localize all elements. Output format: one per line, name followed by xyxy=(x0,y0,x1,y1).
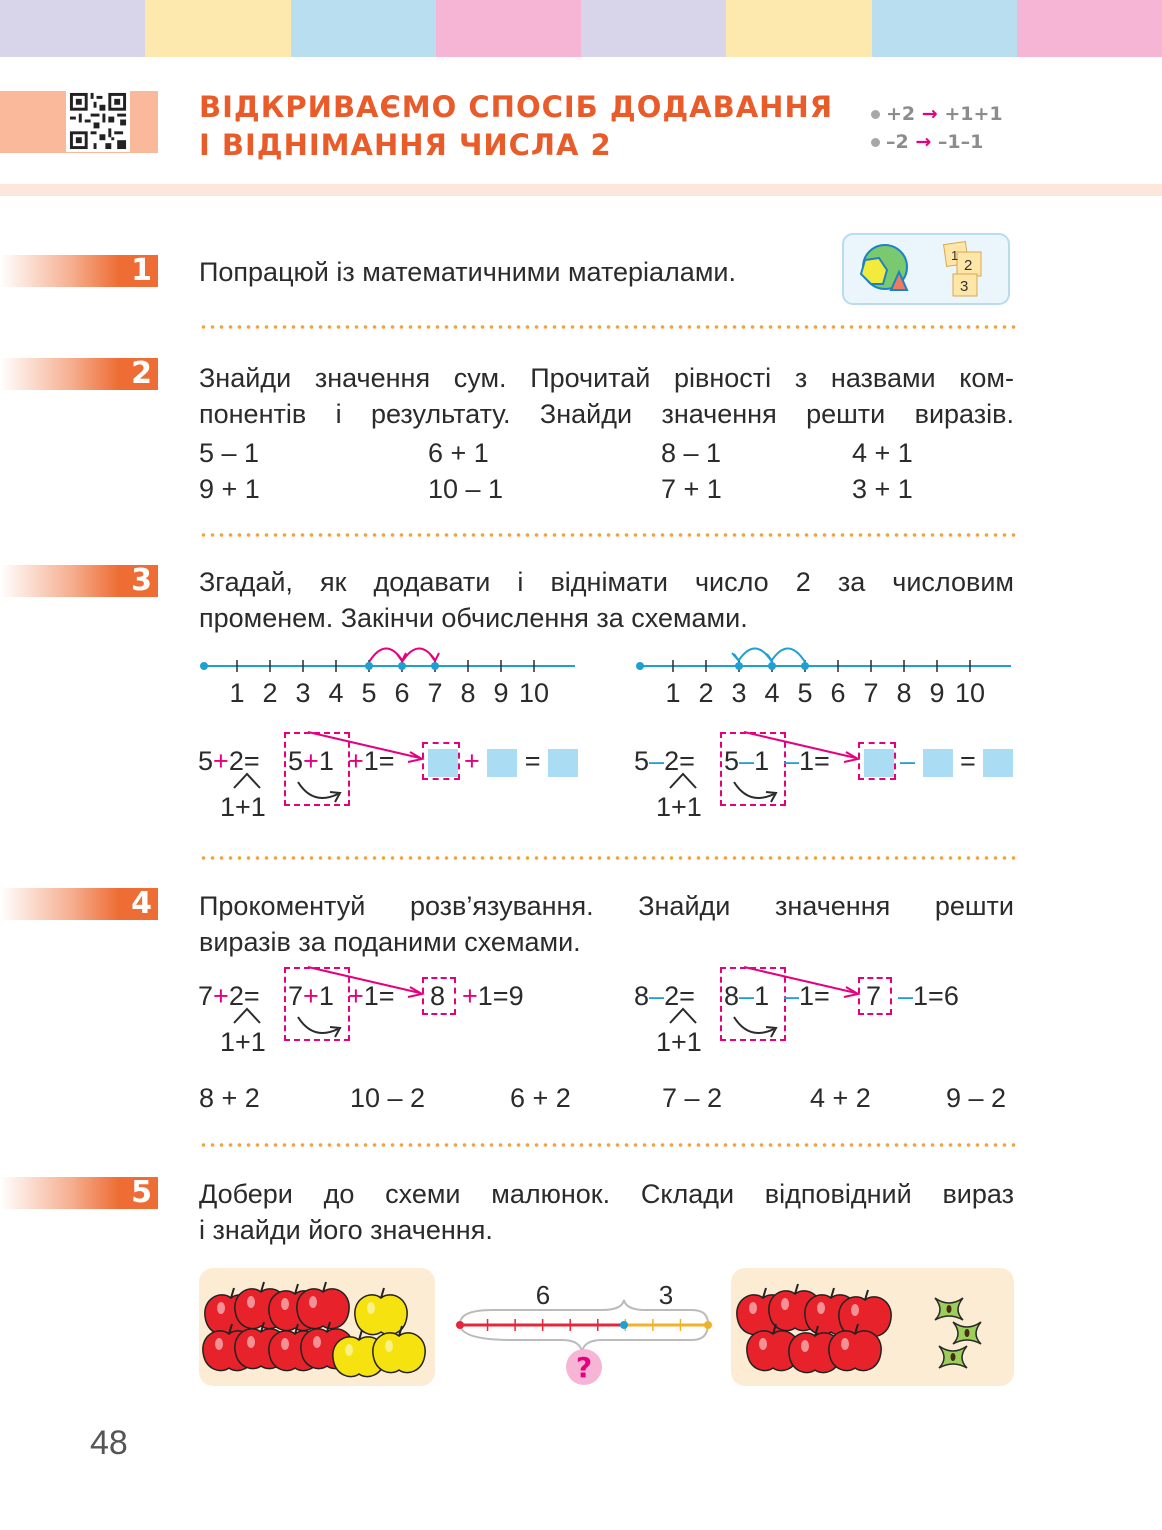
header-divider xyxy=(0,184,1162,196)
expression: 3 + 1 xyxy=(852,474,913,504)
task-number-4: 4 xyxy=(0,888,158,920)
tick-label: 6 xyxy=(830,678,846,708)
task-number-2: 2 xyxy=(0,358,158,390)
tick-label: 2 xyxy=(698,678,714,708)
bar-scheme xyxy=(452,1272,714,1390)
expression: 9 – 2 xyxy=(946,1083,1007,1113)
tick-label: 8 xyxy=(896,678,912,708)
rule-sub: –2 → –1–1 xyxy=(871,131,983,153)
colorbar-segment xyxy=(1017,0,1162,57)
colorbar-segment xyxy=(726,0,871,57)
task-5-line-1: Добери до схеми малюнок. Склади відповідний вираз xyxy=(199,1179,1014,1209)
tick-label: 2 xyxy=(262,678,278,708)
task-number-5: 5 xyxy=(0,1177,158,1209)
tick-label: 3 xyxy=(731,678,747,708)
task-4-line-2: виразів за поданими схемами. xyxy=(199,927,581,957)
task-5-line-2: і знайди його значення. xyxy=(199,1215,493,1245)
tick-label: 4 xyxy=(328,678,344,708)
picture-apples-and-cores[interactable] xyxy=(731,1268,1014,1386)
tick-label: 9 xyxy=(929,678,945,708)
expression: 4 + 2 xyxy=(810,1083,871,1113)
yellow-apple-icon xyxy=(355,1288,407,1335)
section-divider xyxy=(199,325,1016,329)
colorbar-segment xyxy=(0,0,145,57)
bullet-icon xyxy=(871,138,880,147)
colorbar-segment xyxy=(291,0,436,57)
bullet-icon xyxy=(871,110,880,119)
tick-label: 6 xyxy=(394,678,410,708)
svg-text:2: 2 xyxy=(964,257,973,274)
tick-label: 1 xyxy=(665,678,681,708)
colorbar-segment xyxy=(436,0,581,57)
tick-label: 5 xyxy=(797,678,813,708)
task-4-line-1: Прокоментуй розв’язування. Знайди значення решти xyxy=(199,891,1014,921)
task-number-1: 1 xyxy=(0,255,158,287)
arrow-icon: → xyxy=(921,103,938,125)
colorbar-segment xyxy=(581,0,726,57)
task-2-line-1: Знайди значення сум. Прочитай рівності з назвами ком- xyxy=(199,363,1014,393)
number-line-add xyxy=(190,636,590,716)
number-line-sub xyxy=(626,636,1026,716)
expression: 8 + 2 xyxy=(199,1083,260,1113)
expression: 7 + 1 xyxy=(661,474,722,504)
expression: 6 + 2 xyxy=(510,1083,571,1113)
tick-label: 5 xyxy=(361,678,377,708)
question-mark: ? xyxy=(575,1351,593,1384)
title-line-1: ВІДКРИВАЄМО СПОСІБ ДОДАВАННЯ xyxy=(199,90,834,124)
qr-code-icon[interactable] xyxy=(66,90,130,152)
task-3-line-2: променем. Закінчи обчислення за схемами. xyxy=(199,603,748,633)
arrow-icon: → xyxy=(915,131,932,153)
tick-label: 4 xyxy=(764,678,780,708)
tick-label: 9 xyxy=(493,678,509,708)
task-number-3: 3 xyxy=(0,565,158,597)
expression: 7 – 2 xyxy=(662,1083,723,1113)
expression: 10 – 1 xyxy=(428,474,504,504)
header-colorbar xyxy=(0,0,1162,57)
tick-label: 8 xyxy=(460,678,476,708)
colorbar-segment xyxy=(872,0,1017,57)
task-1-text: Попрацюй із математичними матеріалами. xyxy=(199,257,736,287)
rule-add: +2 → +1+1 xyxy=(871,103,1003,125)
apple-core-icon xyxy=(935,1298,963,1320)
tick-label: 10 xyxy=(518,678,550,708)
svg-text:1: 1 xyxy=(951,248,959,263)
expression: 10 – 2 xyxy=(350,1083,426,1113)
tick-label: 1 xyxy=(229,678,245,708)
picture-apples-red-yellow[interactable] xyxy=(199,1268,435,1386)
red-apple-icon xyxy=(297,1282,349,1329)
page-number: 48 xyxy=(90,1424,128,1462)
expression: 8 – 1 xyxy=(661,438,722,468)
section-divider xyxy=(199,1143,1016,1147)
task-3-line-1: Згадай, як додавати і віднімати число 2 за числовим xyxy=(199,567,1014,597)
scheme-left-value: 6 xyxy=(535,1280,551,1310)
page-title xyxy=(199,88,833,164)
expression: 9 + 1 xyxy=(199,474,260,504)
expression: 4 + 1 xyxy=(852,438,913,468)
section-divider xyxy=(199,533,1016,537)
colorbar-segment xyxy=(145,0,290,57)
expression: 6 + 1 xyxy=(428,438,489,468)
apple-core-icon xyxy=(953,1322,981,1344)
svg-text:3: 3 xyxy=(960,278,969,295)
expression: 5 – 1 xyxy=(199,438,260,468)
apple-core-icon xyxy=(939,1346,967,1368)
task-2-line-2: понентів і результату. Знайди значення решти виразів. xyxy=(199,399,1014,429)
tick-label: 7 xyxy=(863,678,879,708)
tick-label: 10 xyxy=(954,678,986,708)
tick-label: 3 xyxy=(295,678,311,708)
section-divider xyxy=(199,856,1016,860)
title-line-2: І ВІДНІМАННЯ ЧИСЛА 2 xyxy=(199,128,612,162)
tick-label: 7 xyxy=(427,678,443,708)
math-materials-icon[interactable] xyxy=(841,232,1011,308)
scheme-right-value: 3 xyxy=(658,1280,674,1310)
